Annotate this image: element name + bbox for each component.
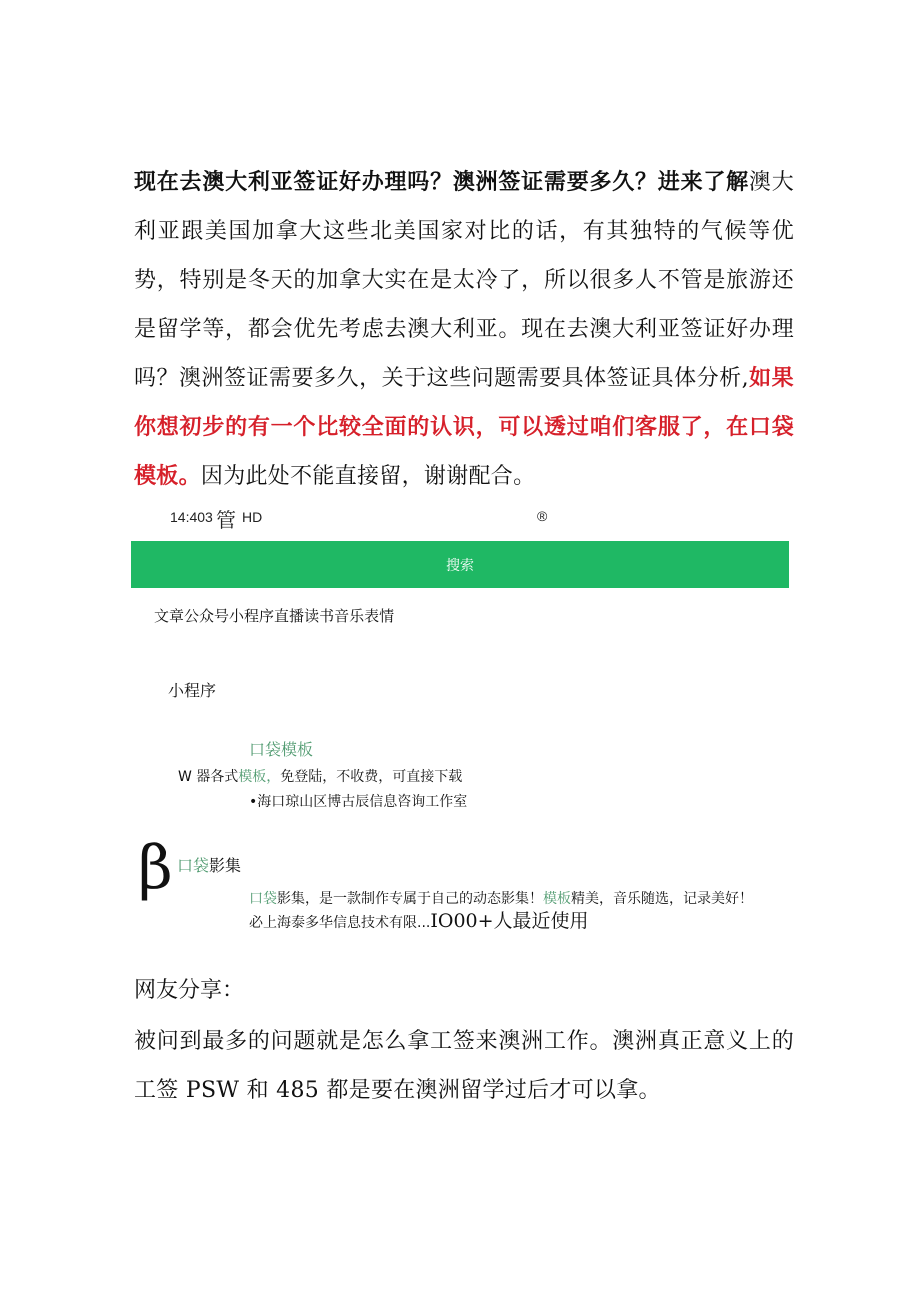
tab-live[interactable]: 直播	[274, 607, 305, 625]
result-2-desc-text-1: 影集，是一款制作专属于自己的动态影集！	[277, 891, 543, 907]
result-2-desc-text-2: 精美，音乐随选，记录美好！	[571, 891, 753, 907]
search-tabs	[154, 605, 394, 626]
result-1-desc-highlight: 模板，	[238, 769, 281, 785]
result-2-desc-highlight-1: 口袋	[249, 891, 277, 907]
article-intro	[134, 158, 794, 501]
section-title: 小程序	[168, 681, 217, 700]
search-bar[interactable]	[131, 541, 789, 588]
intro-text-2: 因为此处不能直接留，谢谢配合。	[200, 464, 536, 489]
status-icon: 管	[216, 508, 236, 532]
result-1-desc-prefix: W 器各式	[178, 769, 239, 785]
result-2-org-line	[249, 906, 589, 933]
tab-music[interactable]: 音乐	[334, 607, 365, 625]
result-2-users: IO00+人最近使用	[430, 910, 589, 932]
status-bar	[170, 506, 570, 530]
tab-official-account[interactable]: 公众号	[184, 607, 230, 625]
result-2-org: 必上海泰多华信息技术有限...	[249, 915, 431, 931]
result-1-description	[178, 766, 462, 786]
intro-text-1: 澳大利亚跟美国加拿大这些北美国家对比的话，有其独特的气候等优势，特别是冬天的加拿大实在是太冷了，所以很多人不管是旅游还是留学等，都会优先考虑去澳大利亚。现在去澳大利亚签证好办理吗？澳洲签证需要多久，关于这些问题需要具体签证具体分析,	[134, 170, 794, 391]
tab-mini-program[interactable]: 小程序	[229, 607, 275, 625]
article-title: 现在去澳大利亚签证好办理吗？澳洲签证需要多久？进来了解	[134, 169, 749, 195]
tab-reading[interactable]: 读书	[304, 607, 335, 625]
result-1-title[interactable]: 口袋模板	[249, 740, 314, 759]
result-2-title-rest: 影集	[209, 856, 242, 875]
status-time: 14:403	[170, 509, 213, 525]
tab-sticker[interactable]: 表情	[364, 607, 395, 625]
result-2-title[interactable]	[177, 853, 241, 876]
intro-highlight: 如果你想初步的有一个比较全面的认识，可以透过咱们客服了，在口袋模板。	[134, 365, 794, 489]
result-2-logo-icon[interactable]: β	[138, 833, 173, 903]
search-label: 搜索	[446, 557, 474, 574]
result-2-description	[249, 888, 753, 908]
share-heading: 网友分享：	[134, 978, 245, 1003]
share-body: 被问到最多的问题就是怎么拿工签来澳洲工作。澳洲真正意义上的工签 PSW 和 485 都是要在澳洲留学过后才可以拿。	[134, 1029, 794, 1103]
result-2-title-highlight: 口袋	[177, 856, 210, 875]
result-1-org: •海口琼山区博古辰信息咨询工作室	[249, 794, 468, 810]
result-2-desc-highlight-2: 模板	[543, 891, 571, 907]
tab-article[interactable]: 文章	[154, 607, 185, 625]
status-registered-icon: ®	[537, 508, 548, 524]
status-hd: HD	[242, 509, 263, 525]
result-1-desc-suffix: 免登陆，不收费，可直接下载	[280, 769, 463, 785]
